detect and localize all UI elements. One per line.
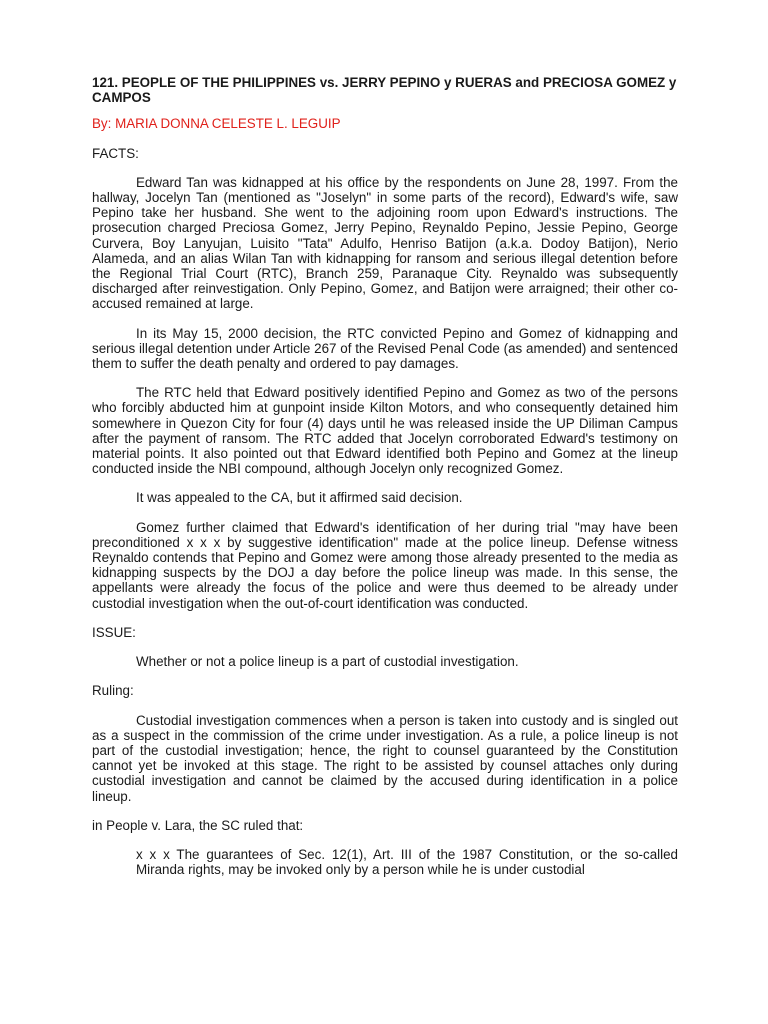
lara-quote: x x x The guarantees of Sec. 12(1), Art. III of the 1987 Constitution, or the so-called Miranda rights, may be invoked only by a person while he is under custodial [136, 846, 678, 878]
document-page [92, 75, 678, 877]
issue-heading: ISSUE: [92, 624, 136, 640]
ruling-heading: Ruling: [92, 683, 134, 699]
facts-heading: FACTS: [92, 145, 139, 161]
issue-text: Whether or not a police lineup is a part of custodial investigation. [136, 654, 519, 670]
lara-intro: in People v. Lara, the SC ruled that: [92, 817, 304, 833]
case-title: 121. PEOPLE OF THE PHILIPPINES vs. JERRY PEPINO y RUERAS and PRECIOSA GOMEZ y CAMPOS [92, 75, 677, 106]
facts-paragraph: Gomez further claimed that Edward's identification of her during trial "may have been preconditioned x x x by suggestive identification" made at the police lineup. Defense witness Reynaldo contends that Pepino and Gomez were among those already presented to the media as kidnapping suspects by the DOJ a day before the police lineup was made. In this sense, the appellants were already the focus of the police and were thus deemed to be already under custodial investigation when the out-of-court identification was conducted. [92, 519, 678, 611]
facts-paragraph: It was appealed to the CA, but it affirmed said decision. [136, 490, 463, 506]
facts-paragraph: Edward Tan was kidnapped at his office by the respondents on June 28, 1997. From the hallway, Jocelyn Tan (mentioned as "Joselyn" in some parts of the record), Edward's wife, saw Pepino take her husband. She went to the adjoining room upon Edward's instructions. The prosecution charged Preciosa Gomez, Jerry Pepino, Reynaldo Pepino, Jessie Pepino, George Curvera, Boy Lanyujan, Luisito "Tata" Adulfo, Henriso Batijon (a.k.a. Dodoy Batijon), Nerio Alameda, and an alias Wilan Tan with kidnapping for ransom and serious illegal detention before the Regional Trial Court (RTC), Branch 259, Paranaque City. Reynaldo was subsequently discharged after reinvestigation. Only Pepino, Gomez, and Batijon were arraigned; their other co-accused remained at large. [92, 174, 678, 312]
ruling-paragraph: Custodial investigation commences when a person is taken into custody and is singled out as a suspect in the commission of the crime under investigation. As a rule, a police lineup is not part of the custodial investigation; hence, the right to counsel guaranteed by the Constitution cannot yet be invoked at this stage. The right to be assisted by counsel attaches only during custodial investigation and cannot be claimed by the accused during identification in a police lineup. [92, 712, 678, 804]
facts-paragraph: The RTC held that Edward positively identified Pepino and Gomez as two of the persons who forcibly abducted him at gunpoint inside Kilton Motors, and who consequently detained him somewhere in Quezon City for four (4) days until he was released inside the UP Diliman Campus after the payment of ransom. The RTC added that Jocelyn corroborated Edward's testimony on material points. It also pointed out that Edward identified both Pepino and Gomez at the lineup conducted inside the NBI compound, although Jocelyn only recognized Gomez. [92, 385, 678, 477]
facts-paragraph: In its May 15, 2000 decision, the RTC convicted Pepino and Gomez of kidnapping and serious illegal detention under Article 267 of the Revised Penal Code (as amended) and sentenced them to suffer the death penalty and ordered to pay damages. [92, 325, 678, 372]
author-byline: By: MARIA DONNA CELESTE L. LEGUIP [92, 116, 341, 132]
